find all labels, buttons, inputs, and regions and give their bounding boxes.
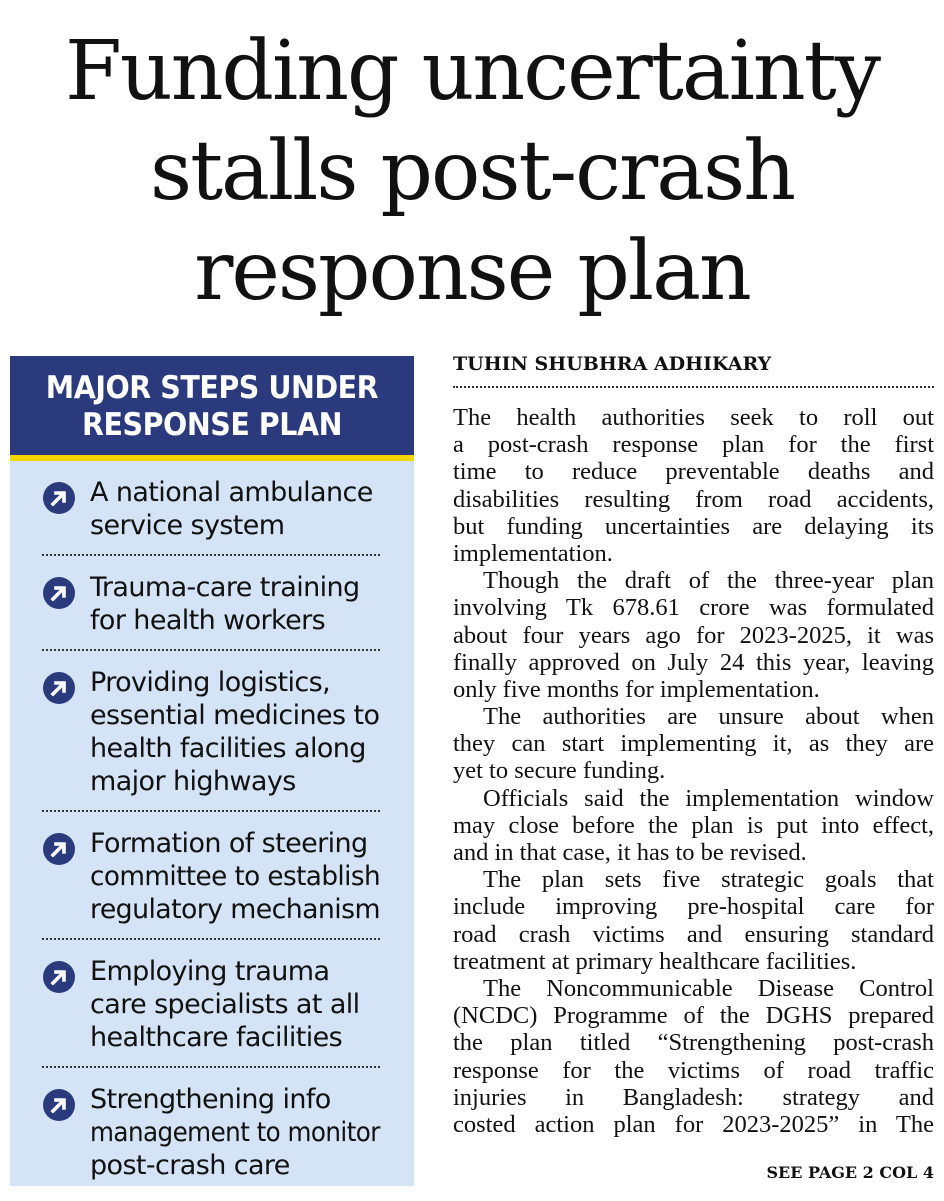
step-line: post-crash care <box>90 1150 290 1181</box>
step-line: Providing logistics, <box>90 667 331 698</box>
article-line: only five months for implementation. <box>453 675 820 703</box>
article-line: include improving pre-hospital care for <box>453 893 934 921</box>
article-line: The plan sets five strategic goals that <box>483 866 934 894</box>
article-line: The health authorities seek to roll out <box>453 404 934 431</box>
step-item <box>42 651 380 812</box>
major-steps-sidebar <box>10 356 414 1186</box>
step-line: service system <box>90 510 285 541</box>
article-paragraph <box>453 567 934 703</box>
headline-line: Funding uncertainty <box>64 24 880 119</box>
article-paragraph <box>453 404 934 567</box>
article-line: disabilities resulting from road accidents, <box>453 485 934 513</box>
step-text <box>90 476 373 542</box>
step-text <box>90 571 360 637</box>
step-text <box>90 1083 408 1182</box>
article-paragraph <box>453 703 934 785</box>
article-line: involving Tk 678.61 crore was formulated <box>453 594 934 622</box>
step-item <box>42 461 380 556</box>
article-line: yet to secure funding. <box>453 757 666 785</box>
article-line: they can start implementing it, as they are <box>453 730 934 758</box>
step-line: Strengthening info <box>90 1084 331 1115</box>
article-paragraph <box>453 785 934 867</box>
headline-line: response plan <box>194 224 750 319</box>
step-line: care specialists at all <box>90 989 360 1020</box>
step-text <box>90 827 388 926</box>
step-line: A national ambulance <box>90 477 373 508</box>
article-line: (NCDC) Programme of the DGHS prepared <box>453 1002 934 1030</box>
article-line: about four years ago for 2023-2025, it was <box>453 621 934 649</box>
article-line: response for the victims of road traffic <box>453 1056 934 1084</box>
step-item <box>42 556 380 651</box>
article-line: The Noncommunicable Disease Control <box>483 974 934 1002</box>
article-line: finally approved on July 24 this year, leaving <box>453 648 934 676</box>
step-line: committee to establish <box>90 861 381 892</box>
article-line: Though the draft of the three-year plan <box>483 567 934 595</box>
arrow-up-right-circle-icon <box>42 1088 76 1122</box>
arrow-up-right-circle-icon <box>42 832 76 866</box>
article-line: The authorities are unsure about when <box>483 703 934 731</box>
article-line: Officials said the implementation window <box>483 784 934 812</box>
arrow-up-right-circle-icon <box>42 481 76 515</box>
steps-list <box>10 461 414 1194</box>
article-paragraph <box>453 866 934 975</box>
article-line: but funding uncertainties are delaying its <box>453 512 934 540</box>
article-line: may close before the plan is put into effect, <box>453 811 934 839</box>
step-line: Trauma-care training <box>90 572 360 603</box>
arrow-up-right-circle-icon <box>42 671 76 705</box>
sidebar-title-line: MAJOR STEPS UNDER <box>45 370 379 406</box>
article-line: road crash victims and ensuring standard <box>453 920 934 948</box>
headline-line: stalls post-crash <box>149 124 795 219</box>
step-line: Employing trauma <box>90 956 330 987</box>
byline: TUHIN SHUBHRA ADHIKARY <box>453 352 934 388</box>
sidebar-header <box>10 356 414 461</box>
step-line: Formation of steering <box>90 828 368 859</box>
article-line: a post-crash response plan for the first <box>453 431 934 459</box>
step-line: essential medicines to <box>90 700 380 731</box>
step-text <box>90 955 360 1054</box>
step-item <box>42 940 380 1068</box>
step-line: for health workers <box>90 605 326 636</box>
step-text <box>90 666 379 798</box>
step-line: management to monitor <box>90 1117 380 1148</box>
arrow-up-right-circle-icon <box>42 576 76 610</box>
article-body <box>453 404 934 1138</box>
sidebar-title-line: RESPONSE PLAN <box>81 407 342 443</box>
article-line: injuries in Bangladesh: strategy and <box>453 1083 934 1111</box>
article-line: treatment at primary healthcare facilities. <box>453 947 857 975</box>
step-line: healthcare facilities <box>90 1022 343 1053</box>
headline <box>0 22 944 322</box>
article-line: and in that case, it has to be revised. <box>453 839 807 866</box>
article-line: the plan titled “Strengthening post-crash <box>453 1029 934 1057</box>
step-line: major highways <box>90 766 296 797</box>
article-line: costed action plan for 2023-2025” in The <box>453 1110 934 1138</box>
arrow-up-right-circle-icon <box>42 960 76 994</box>
step-item <box>42 1068 380 1194</box>
step-item <box>42 812 380 940</box>
step-line: health facilities along <box>90 733 366 764</box>
step-line: regulatory mechanism <box>90 894 380 925</box>
continuation-note: SEE PAGE 2 COL 4 <box>766 1163 934 1182</box>
article-line: time to reduce preventable deaths and <box>453 458 934 486</box>
article-line: implementation. <box>453 539 613 567</box>
article-paragraph <box>453 975 934 1138</box>
